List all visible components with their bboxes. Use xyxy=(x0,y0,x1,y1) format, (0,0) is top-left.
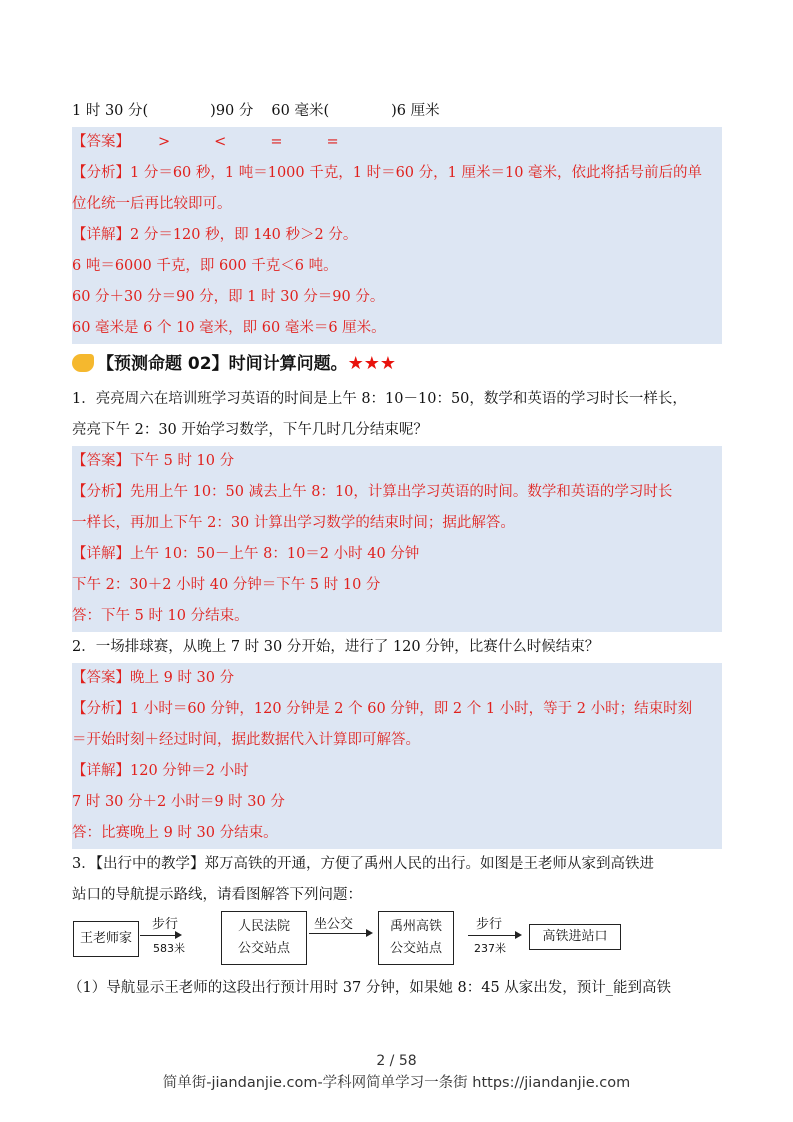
box-court-bus-stop: 人民法院 公交站点 xyxy=(221,911,307,965)
solution-block: 【答案】 > < = = 【分析】1 分＝60 秒，1 吨＝1000 千克，1 时＝60 分，1 厘米＝10 毫米，依此将括号前后的单 位化统一后再比较即可。 【详解】2 分＝120 秒，即 140 秒＞2 分。 6 吨＝6000 千克，即 600 千克＜6 吨。 60 分＋30 分＝90 分，即 1 时 30 分＝90 分。 60 毫米是 6 个 10 毫米，即 60 毫米＝6 厘米。 xyxy=(72,127,722,344)
section-heading: 【预测命题 02】时间计算问题。★★★ xyxy=(72,344,722,384)
box-station-bus-stop: 禹州高铁 公交站点 xyxy=(378,911,454,965)
question-line: 1 时 30 分( )90 分 60 毫米( )6 厘米 xyxy=(72,103,440,119)
stars-rating: ★★★ xyxy=(347,353,396,374)
arrow xyxy=(468,935,520,936)
route-diagram: 王老师家 步行 583米 人民法院 公交站点 坐公交 禹州高铁 公交站点 步行 237米 高铁进站口 xyxy=(72,911,722,973)
question-text: 2．一场排球赛，从晚上 7 时 30 分开始，进行了 120 分钟，比赛什么时候结束？ xyxy=(72,639,600,655)
box-station-entrance: 高铁进站口 xyxy=(529,924,621,950)
box-home: 王老师家 xyxy=(73,921,139,957)
arrow xyxy=(309,933,371,934)
solution-block: 【答案】下午 5 时 10 分 【分析】先用上午 10：50 减去上午 8：10，计算出学习英语的时间。数学和英语的学习时长 一样长，再加上下午 2：30 计算出学习数学的结束时间；据此解答。 【详解】上午 10：50－上午 8：10＝2 小时 40 分钟 下午 2：30＋2 小时 40 分钟＝下午 5 时 10 分 答：下午 5 时 10 分结束。 xyxy=(72,446,722,632)
question-text: 站口的导航提示路线，请看图解答下列问题： xyxy=(72,887,362,903)
question-text: 3．【出行中的教学】郑万高铁的开通，方便了禹州人民的出行。如图是王老师从家到高铁进 xyxy=(72,856,654,872)
question-text: 1．亮亮周六在培训班学习英语的时间是上午 8：10－10：50，数学和英语的学习时长一样长， xyxy=(72,391,687,407)
arrow xyxy=(140,935,180,936)
solution-block: 【答案】晚上 9 时 30 分 【分析】1 小时＝60 分钟，120 分钟是 2 个 60 分钟，即 2 个 1 小时，等于 2 小时；结束时刻 ＝开始时刻＋经过时间，据此数据代入计算即可解答。 【详解】120 分钟＝2 小时 7 时 30 分＋2 小时＝9 时 30 分 答：比赛晚上 9 时 30 分结束。 xyxy=(72,663,722,849)
pointing-hand-icon xyxy=(72,354,94,372)
page-number: 2 / 58 xyxy=(376,1053,417,1069)
footer-site-text: 简单街-jiandanjie.com-学科网简单学习一条街 https://jiandanjie.com xyxy=(162,1075,631,1091)
question-text: 亮亮下午 2：30 开始学习数学，下午几时几分结束呢？ xyxy=(72,422,428,438)
sub-question: （1）导航显示王老师的这段出行预计用时 37 分钟，如果她 8：45 从家出发，预计_能到高铁 xyxy=(68,980,672,996)
